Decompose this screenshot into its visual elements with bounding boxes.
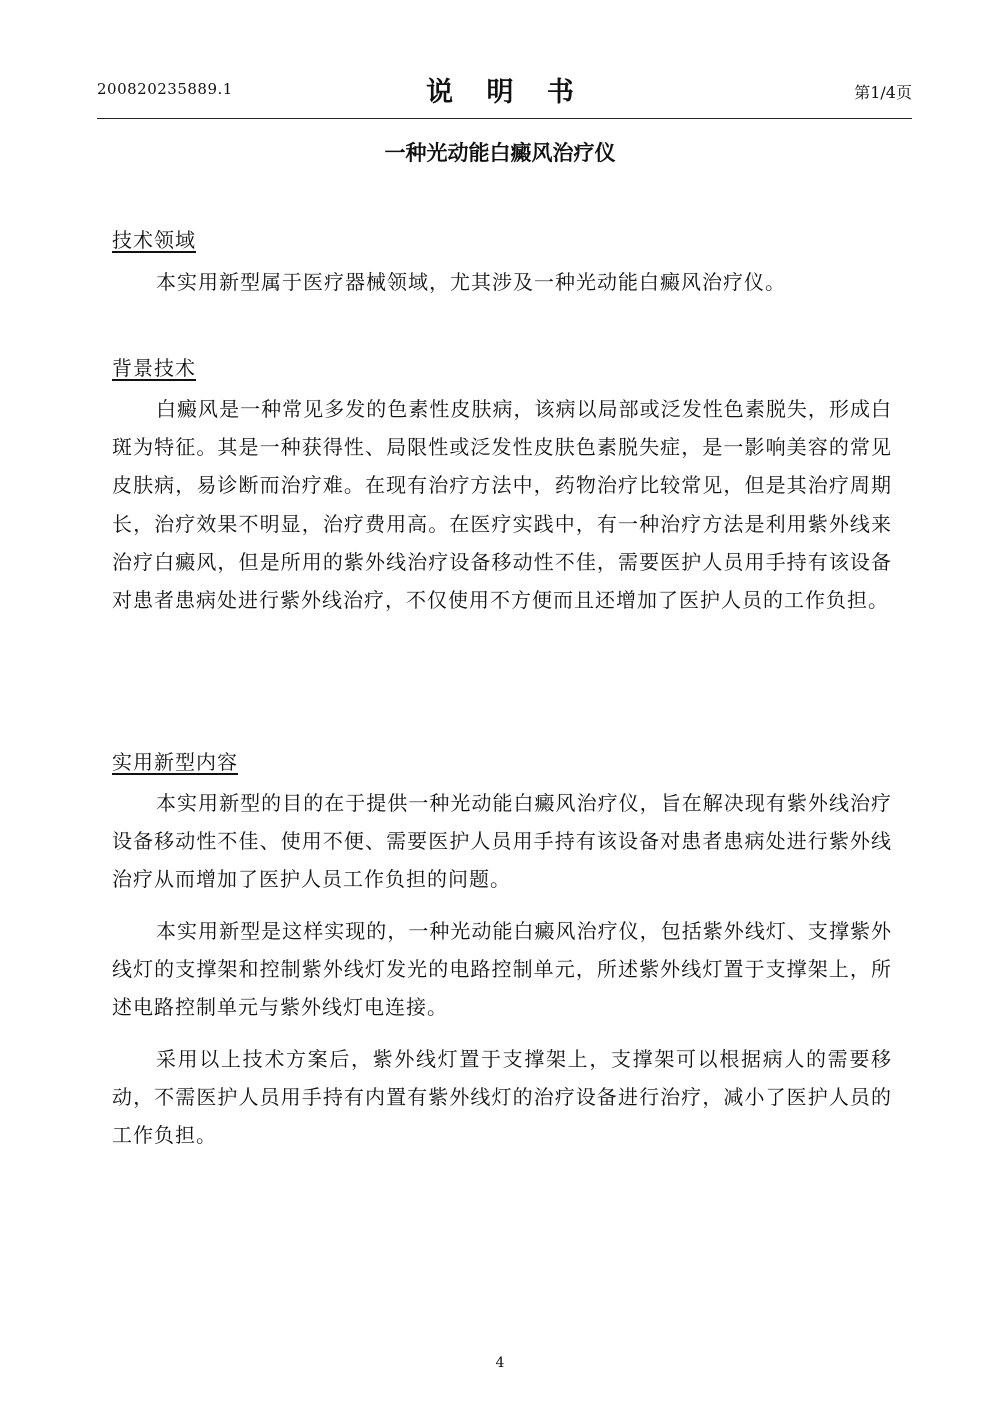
paragraph-purpose: 本实用新型的目的在于提供一种光动能白癜风治疗仪，旨在解决现有紫外线治疗设备移动性不佳、使用不便、需要医护人员用手持有该设备对患者患病处进行紫外线治疗从而增加了医护人员工作负担的问题。	[112, 791, 892, 892]
section-heading-background: 背景技术	[112, 356, 196, 380]
page-number: 4	[495, 1355, 505, 1371]
document-title: 一种光动能白癜风治疗仪	[384, 141, 616, 165]
header-title: 说 明 书	[426, 77, 586, 108]
section-heading-utility-content: 实用新型内容	[112, 750, 238, 774]
page-indicator: 第1/4页	[854, 83, 912, 102]
application-number: 200820235889.1	[97, 80, 233, 98]
paragraph-implementation: 本实用新型是这样实现的，一种光动能白癜风治疗仪，包括紫外线灯、支撑紫外线灯的支撑架和控制紫外线灯发光的电路控制单元，所述紫外线灯置于支撑架上，所述电路控制单元与紫外线灯电连接。	[112, 919, 892, 1020]
paragraph-effect: 采用以上技术方案后，紫外线灯置于支撑架上，支撑架可以根据病人的需要移动，不需医护人员用手持有内置有紫外线灯的治疗设备进行治疗，减小了医护人员的工作负担。	[112, 1047, 892, 1148]
paragraph-background: 白癜风是一种常见多发的色素性皮肤病，该病以局部或泛发性色素脱失，形成白斑为特征。其是一种获得性、局限性或泛发性皮肤色素脱失症，是一影响美容的常见皮肤病，易诊断而治疗难。在现有治疗方法中，药物治疗比较常见，但是其治疗周期长，治疗效果不明显，治疗费用高。在医疗实践中，有一种治疗方法是利用紫外线来治疗白癜风，但是所用的紫外线治疗设备移动性不佳，需要医护人员用手持有该设备对患者患病处进行紫外线治疗，不仅使用不方便而且还增加了医护人员的工作负担。	[112, 397, 892, 613]
section-heading-technical-field: 技术领域	[112, 228, 196, 252]
header-divider	[97, 118, 912, 119]
paragraph-technical-field: 本实用新型属于医疗器械领域，尤其涉及一种光动能白癜风治疗仪。	[156, 270, 786, 294]
